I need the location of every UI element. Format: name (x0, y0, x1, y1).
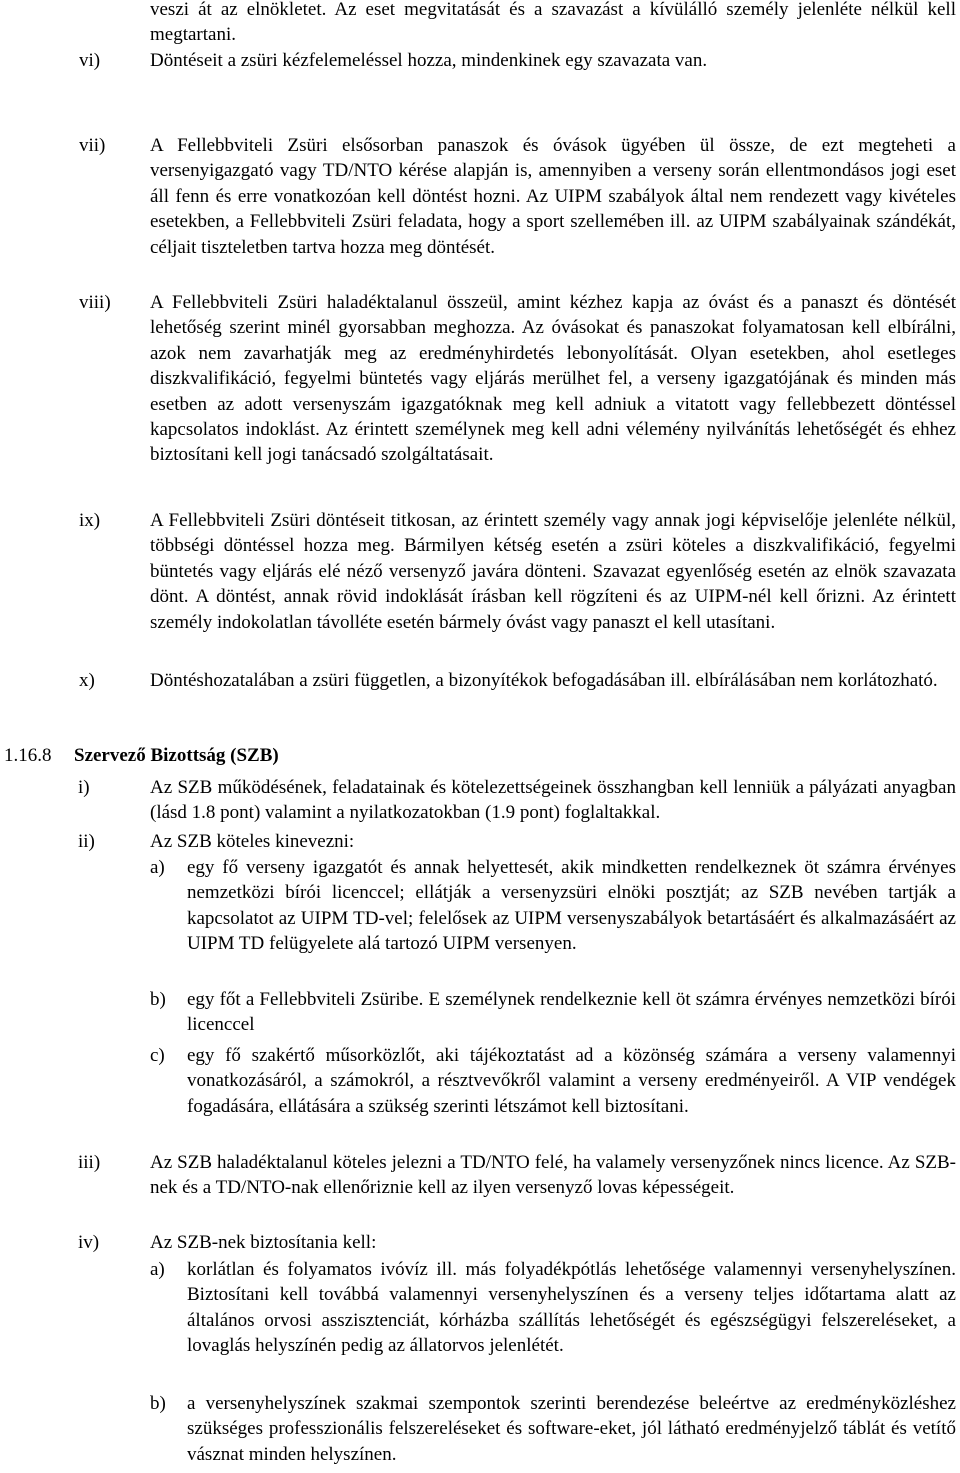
item-label: a) (150, 857, 165, 878)
item-label: ix) (79, 510, 101, 531)
paragraph-text: Döntéseit a zsüri kézfelemeléssel hozza, mindenkinek egy szavazata van. (150, 50, 708, 71)
paragraph-text: A Fellebbviteli Zsüri elsősorban panaszok és óvások ügyében ül össze, de ezt megteheti a versenyigazgató vagy TD/NTO kérése alapján is, amennyiben a verseny során ellentmondásos jogi eset áll fenn és erre vonatkozóan kell döntést hozni. Az UIPM szabályok által nem rendezett vagy kivételes esetekben, a Fellebbviteli Zsüri feladata, hogy a sport szellemében ill. az UIPM szabályainak szándékát, céljait tiszteletben tartva hozza meg döntését. (150, 135, 956, 258)
item-label: x) (79, 670, 95, 691)
item-label: ii) (78, 831, 95, 852)
paragraph-text: veszi át az elnökletet. Az eset megvitatását és a szavazást a kívülálló személy jelenléte nélkül kell megtartani. (150, 0, 956, 46)
item-label: iv) (78, 1232, 100, 1253)
paragraph-text: Az SZB köteles kinevezni: (150, 831, 355, 852)
item-label: b) (150, 989, 166, 1010)
paragraph-text: Döntéshozatalában a zsüri független, a bizonyítékok befogadásában ill. elbírálásában nem korlátozható. (150, 670, 938, 691)
paragraph-text: korlátlan és folyamatos ivóvíz ill. más folyadékpótlás lehetősége valamennyi versenyhelyszínen. Biztosítani kell továbbá valamennyi versenyhelyszínen és a verseny teljes időtartama alatt az általános orvosi asszisztenciát, kórházba szállítás lehetőségét és egészségügyi felszereléseket, a lovaglás helyszínén pedig az állatorvos jelenlétét. (187, 1259, 956, 1357)
item-label: viii) (79, 292, 111, 313)
section-title: Szervező Bizottság (SZB) (74, 745, 279, 766)
paragraph-text: Az SZB működésének, feladatainak és kötelezettségeinek összhangban kell lenniük a pályázati anyagban (lásd 1.8 pont) valamint a nyilatkozatokban (1.9 pont) foglaltakkal. (150, 777, 956, 824)
paragraph-text: egy fő verseny igazgatót és annak helyettesét, akik mindketten rendelkeznek öt számra érvényes nemzetközi bírói licenccel; ellátják a versenyzsüri elnöki posztját; az SZB nevében tartják a kapcsolatot az UIPM TD-vel; felelősek az UIPM versenyszabályok betartásáért és alkalmazásáért az UIPM TD felügyelete alá tartozó UIPM versenyen. (187, 857, 956, 955)
paragraph-text: Az SZB-nek biztosítania kell: (150, 1232, 377, 1253)
paragraph-text: A Fellebbviteli Zsüri haladéktalanul összeül, amint kézhez kapja az óvást és a panaszt és döntését lehetőség szerint minél gyorsabban meghozza. Az óvásokat és panaszokat folyamatosan kell elbírálni, azok nem zavarhatják meg az eredményhirdetés lebonyolítását. Olyan esetekben, ahol esetleges diszkvalifikáció, fegyelmi büntetés vagy eljárás merülhet fel, a verseny igazgatójának és minden más esetben az adott versenyszám igazgatóknak meg kell adniuk a vitatott vagy fellebbezett döntéssel kapcsolatos indoklást. Az érintett személynek meg kell adni vélemény nyilvánítás lehetőségét és ehhez biztosítani kell jogi tanácsadó szolgáltatásait. (150, 292, 956, 466)
item-label: vii) (79, 135, 106, 156)
paragraph-text: egy főt a Fellebbviteli Zsüribe. E személynek rendelkeznie kell öt számra érvényes nemzetközi bírói licenccel (187, 989, 956, 1036)
section-number: 1.16.8 (4, 745, 52, 766)
paragraph-text: A Fellebbviteli Zsüri döntéseit titkosan, az érintett személy vagy annak jogi képviselője jelenléte nélkül, többségi döntéssel hozza meg. Bármilyen kétség esetén a zsüri köteles a diszkvalifikáció, fegyelmi büntetés vagy eljárás elé néző versenyző javára dönteni. Szavazat egyenlőség esetén az elnök szavazata dönt. A döntést, annak rövid indoklását írásban kell rögzíteni és az UIPM-nél kell őrizni. Az érintett személy indokolatlan távolléte esetén bármely óvást vagy panaszt el kell utasítani. (150, 510, 956, 633)
paragraph-text: egy fő szakértő műsorközlőt, aki tájékoztatást ad a közönség számára a verseny valamennyi vonatkozásáról, a számokról, a résztvevőkről valamint a verseny eredményeiről. A VIP vendégek fogadására, ellátására a szükség szerinti létszámot kell biztosítani. (187, 1045, 956, 1117)
item-label: c) (150, 1045, 165, 1066)
section-heading (4, 743, 279, 768)
paragraph-text: Az SZB haladéktalanul köteles jelezni a TD/NTO felé, ha valamely versenyzőnek nincs licence. Az SZB-nek és a TD/NTO-nak ellenőriznie kell az ilyen versenyző lovas képességeit. (150, 1152, 956, 1199)
item-label: i) (78, 777, 90, 798)
item-label: iii) (78, 1152, 101, 1173)
item-label: vi) (79, 50, 101, 71)
paragraph-text: a versenyhelyszínek szakmai szempontok szerinti berendezése beleértve az eredményközléshez szükséges professzionális felszereléseket és software-eket, jól látható eredményjelző táblát és vetítő vásznat minden helyszínen. (187, 1393, 956, 1465)
item-label: a) (150, 1259, 165, 1280)
item-label: b) (150, 1393, 166, 1414)
